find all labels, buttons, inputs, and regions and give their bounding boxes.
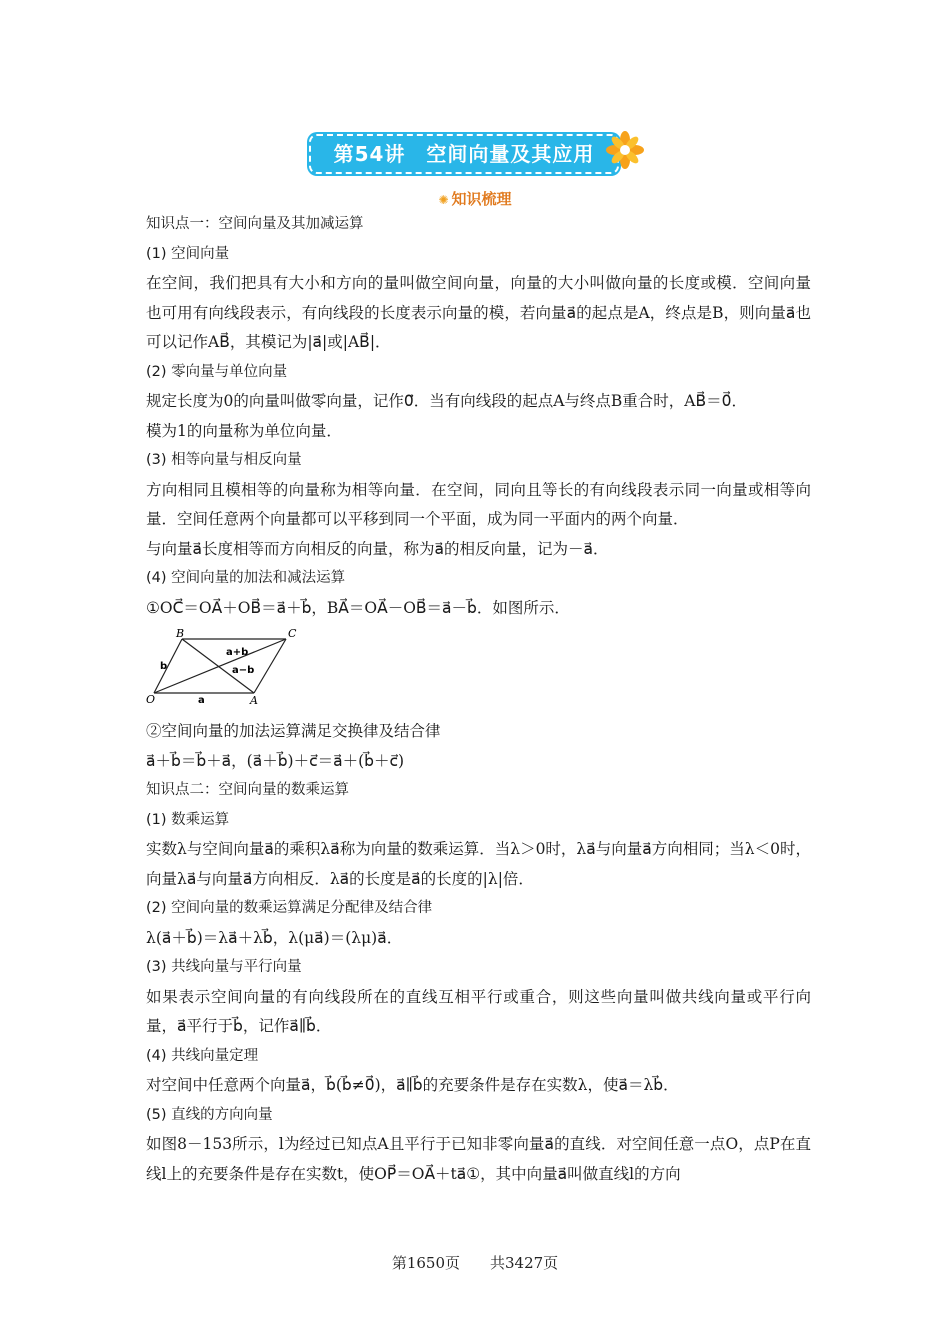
document-body (146, 210, 811, 1189)
edge-ac (254, 639, 286, 693)
flower-icon (605, 130, 645, 170)
subheading: (1) 空间向量 (146, 245, 230, 262)
paragraph: 规定长度为0的向量叫做零向量，记作0⃗．当有向线段的起点A与终点B重合时，AB⃗＝0⃗． (146, 392, 747, 410)
subheading: (3) 相等向量与相反向量 (146, 452, 302, 468)
label-a-vector: a (198, 695, 205, 706)
paragraph: 在空间，我们把具有大小和方向的量叫做空间向量，向量的大小叫做向量的长度或模．空间向量也可用有向线段表示，有向线段的长度表示向量的模，若向量a⃗的起点是A，终点是B，则向量a⃗也可以记作AB⃗，其模记为|a⃗|或|AB⃗|． (146, 274, 811, 351)
section-title: 知识梳理 (451, 190, 512, 208)
chapter-title: 第54讲 空间向量及其应用 (309, 134, 619, 174)
label-c-point: C (288, 627, 297, 640)
label-b-vector: b (160, 661, 168, 672)
diagonal-oc (154, 639, 286, 693)
label-o-point: O (146, 693, 156, 706)
label-a-minus-b: a−b (232, 665, 255, 676)
sun-icon: ✺ (438, 193, 449, 207)
topic-heading: 知识点二：空间向量的数乘运算 (146, 782, 349, 798)
formula-line: ①OC⃗＝OA⃗＋OB⃗＝a⃗＋b⃗，BA⃗＝OA⃗－OB⃗＝a⃗－b⃗．如图所示． (146, 598, 570, 617)
page-footer: 第1650页 共3427页 (391, 1254, 559, 1272)
paragraph: ②空间向量的加法运算满足交换律及结合律 (146, 722, 441, 740)
paragraph: 与向量a⃗长度相等而方向相反的向量，称为a⃗的相反向量，记为－a⃗． (146, 539, 609, 558)
paragraph: 如果表示空间向量的有向线段所在的直线互相平行或重合，则这些向量叫做共线向量或平行向量，a⃗平行于b⃗，记作a⃗∥b⃗． (146, 987, 811, 1035)
subheading: (3) 共线向量与平行向量 (146, 959, 302, 975)
subheading: (1) 数乘运算 (146, 811, 230, 828)
subheading: (2) 空间向量的数乘运算满足分配律及结合律 (146, 900, 433, 916)
formula-line: λ(a⃗＋b⃗)＝λa⃗＋λb⃗，λ(μa⃗)＝(λμ)a⃗． (146, 928, 403, 947)
edge-ob (154, 639, 182, 693)
subheading: (4) 空间向量的加法和减法运算 (146, 570, 346, 586)
chapter-banner (305, 128, 650, 176)
label-a-plus-b: a+b (226, 647, 249, 658)
paragraph: 如图8－153所示，l为经过已知点A且平行于已知非零向量a⃗的直线．对空间任意一点O，点P在直线l上的充要条件是存在实数t，使OP⃗＝OA⃗＋ta⃗①，其中向量a⃗叫做直线l的方向 (146, 1135, 811, 1183)
subheading: (5) 直线的方向向量 (146, 1106, 273, 1123)
topic-heading: 知识点一：空间向量及其加减运算 (146, 216, 364, 232)
label-b-point: B (176, 627, 185, 640)
parallelogram-figure (146, 627, 306, 707)
label-a-point: A (250, 694, 258, 707)
paragraph: 对空间中任意两个向量a⃗，b⃗(b⃗≠0⃗)，a⃗∥b⃗的充要条件是存在实数λ，使a⃗＝λb⃗． (146, 1076, 679, 1094)
paragraph: 方向相同且模相等的向量称为相等向量．在空间，同向且等长的有向线段表示同一向量或相等向量．空间任意两个向量都可以平移到同一个平面，成为同一平面内的两个向量． (146, 480, 811, 528)
section-heading (0, 188, 950, 209)
subheading: (4) 共线向量定理 (146, 1047, 259, 1064)
paragraph: 实数λ与空间向量a⃗的乘积λa⃗称为向量的数乘运算．当λ＞0时，λa⃗与向量a⃗方向相同；当λ＜0时，向量λa⃗与向量a⃗方向相反．λa⃗的长度是a⃗的长度的|λ|倍． (146, 840, 811, 888)
paragraph: 模为1的向量称为单位向量． (146, 421, 342, 440)
subheading: (2) 零向量与单位向量 (146, 363, 288, 380)
formula-line: a⃗＋b⃗＝b⃗＋a⃗，(a⃗＋b⃗)＋c⃗＝a⃗＋(b⃗＋c⃗) (146, 751, 405, 770)
